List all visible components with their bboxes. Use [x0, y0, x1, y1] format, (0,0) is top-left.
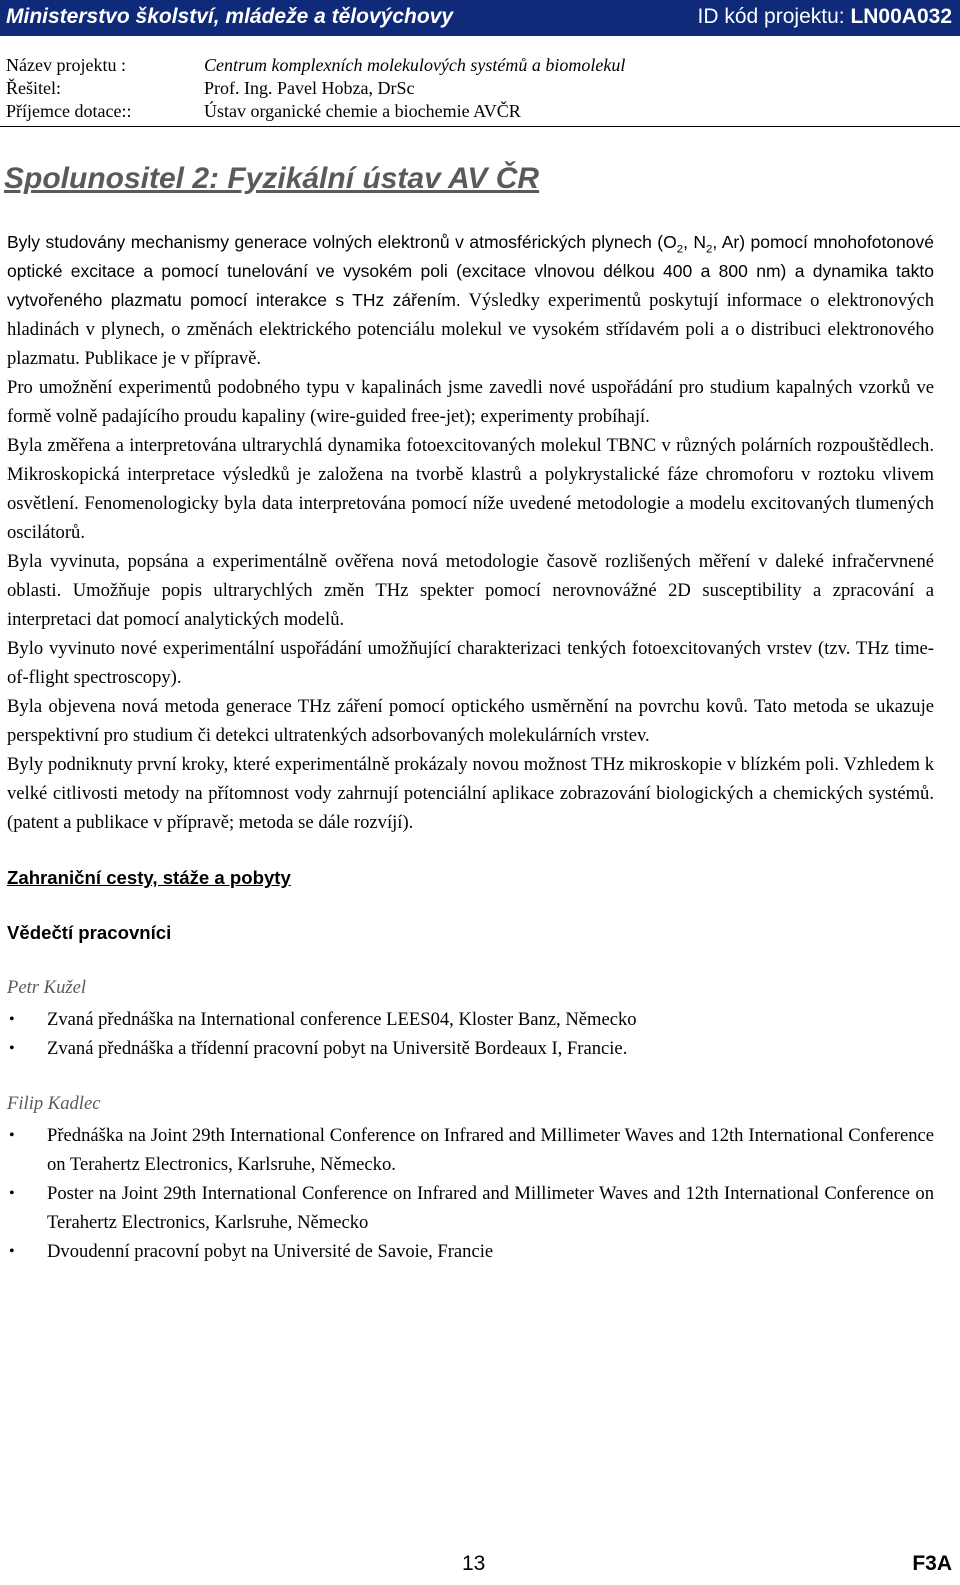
person-items	[7, 1121, 934, 1266]
paragraph-4: Byla vyvinuta, popsána a experimentálně ověřena nová metodologie časově rozlišených měření v daleké infračervnené oblasti. Umožňuje popis ultrarychlých změn THz spekter pomocí nerovnovážné 2D susceptibility a zpracování a interpretaci dat pomocí analytických modelů.	[7, 551, 934, 630]
bullet-icon: •	[9, 1127, 15, 1144]
bullet-icon: •	[9, 1040, 15, 1057]
p1-text-b: , N	[683, 232, 707, 252]
person-name: Petr Kužel	[7, 977, 87, 998]
page-code: F3A	[912, 1552, 952, 1575]
header-divider	[0, 126, 960, 127]
p1-text-a: Byly studovány mechanismy generace volných elektronů v atmosférických plynech (O	[7, 232, 677, 252]
p1-text-c: , Ar) pomocí mnohofotonové optické excitace a pomocí tunelování ve vysokém poli (excitace vlnovou délkou 400 a 800 nm) a dynamika takto vytvořeného plazmatu pomocí interakce s THz zářením.	[7, 232, 935, 310]
recipient-label: Příjemce dotace::	[6, 101, 132, 121]
page-number: 13	[462, 1552, 486, 1575]
p1-text-d: Výsledky experimentů poskytují informace o elektronových hladinách v plynech, o změnách elektrického potenciálu molekul ve vysokém střídavém poli a o distribuci elektronového plazmatu. Publikace je v přípravě.	[7, 290, 934, 369]
paragraph-6: Byla objevena nová metoda generace THz záření pomocí optického usměrnění na povrchu kovů. Tato metoda se ukazuje perspektivní pro studium či detekci ultratenkých adsorbovaných molekulárních vrstev.	[7, 696, 934, 746]
paragraph-3: Byla změřena a interpretována ultrarychlá dynamika fotoexcitovaných molekul TBNC v různých polárních rozpouštědlech. Mikroskopická interpretace výsledků je založena na tvorbě klastrů a polykrystalické fáze chromoforu v roztoku vlivem osvětlení. Fenomenologicky byla data interpretována pomocí níže uvedené metodologie a modelu excitovaných tlumených oscilátorů.	[7, 435, 934, 543]
paragraph-5: Bylo vyvinuto nové experimentální uspořádání umožňující charakterizaci tenkých fotoexcitovaných vrstev (tzv. THz time-of-flight spectroscopy).	[7, 638, 934, 688]
list-item: • Zvaná přednáška na International conference LEES04, Kloster Banz, Německo	[7, 1005, 934, 1034]
list-item: • Poster na Joint 29th International Conference on Infrared and Millimeter Waves and 12th International Conference on Terahertz Electronics, Karlsruhe, Německo	[7, 1179, 934, 1237]
project-id-label: ID kód projektu:	[697, 5, 851, 28]
p1-subscript-2: 2	[706, 243, 713, 256]
project-id-value: LN00A032	[850, 5, 952, 28]
recipient-value: Ústav organické chemie a biochemie AVČR	[204, 101, 521, 121]
header-bar	[0, 0, 960, 36]
ministry-title: Ministerstvo školství, mládeže a tělovýchovy	[6, 5, 454, 28]
p1-subscript-1: 2	[676, 243, 684, 256]
list-item: • Přednáška na Joint 29th International Conference on Infrared and Millimeter Waves and 12th International Conference on Terahertz Electronics, Karlsruhe, Německo.	[7, 1121, 934, 1179]
person-name: Filip Kadlec	[7, 1093, 101, 1114]
scientists-heading: Vědečtí pracovníci	[7, 922, 172, 943]
bullet-icon: •	[9, 1185, 15, 1202]
solver-value: Prof. Ing. Pavel Hobza, DrSc	[204, 78, 415, 98]
project-name-value: Centrum komplexních molekulových systémů a biomolekul	[204, 55, 626, 75]
bullet-icon: •	[9, 1011, 15, 1028]
person-items	[7, 1005, 934, 1063]
list-item: • Dvoudenní pracovní pobyt na Université de Savoie, Francie	[7, 1237, 934, 1266]
paragraph-1	[7, 228, 934, 373]
section-title: Spolunositel 2: Fyzikální ústav AV ČR	[4, 162, 540, 195]
document-body	[7, 228, 934, 1266]
travel-heading: Zahraniční cesty, stáže a pobyty	[7, 867, 291, 888]
bullet-icon: •	[9, 1243, 15, 1260]
paragraph-2: Pro umožnění experimentů podobného typu v kapalinách jsme zavedli nové uspořádání pro studium kapalných vzorků ve formě volně padajícího proudu kapaliny (wire-guided free-jet); experimenty probíhají.	[7, 377, 934, 427]
list-item: • Zvaná přednáška a třídenní pracovní pobyt na Universitě Bordeaux I, Francie.	[7, 1034, 934, 1063]
project-id	[698, 5, 952, 29]
project-name-label: Název projektu :	[6, 55, 126, 75]
paragraph-7: Byly podniknuty první kroky, které experimentálně prokázaly novou možnost THz mikroskopie v blízkém poli. Vzhledem k velké citlivosti metody na přítomnost vody zahrnují potenciální aplikace zobrazování biologických a chemických systémů. (patent a publikace v přípravě; metoda se dále rozvíjí).	[7, 754, 934, 833]
solver-label: Řešitel:	[6, 78, 61, 98]
